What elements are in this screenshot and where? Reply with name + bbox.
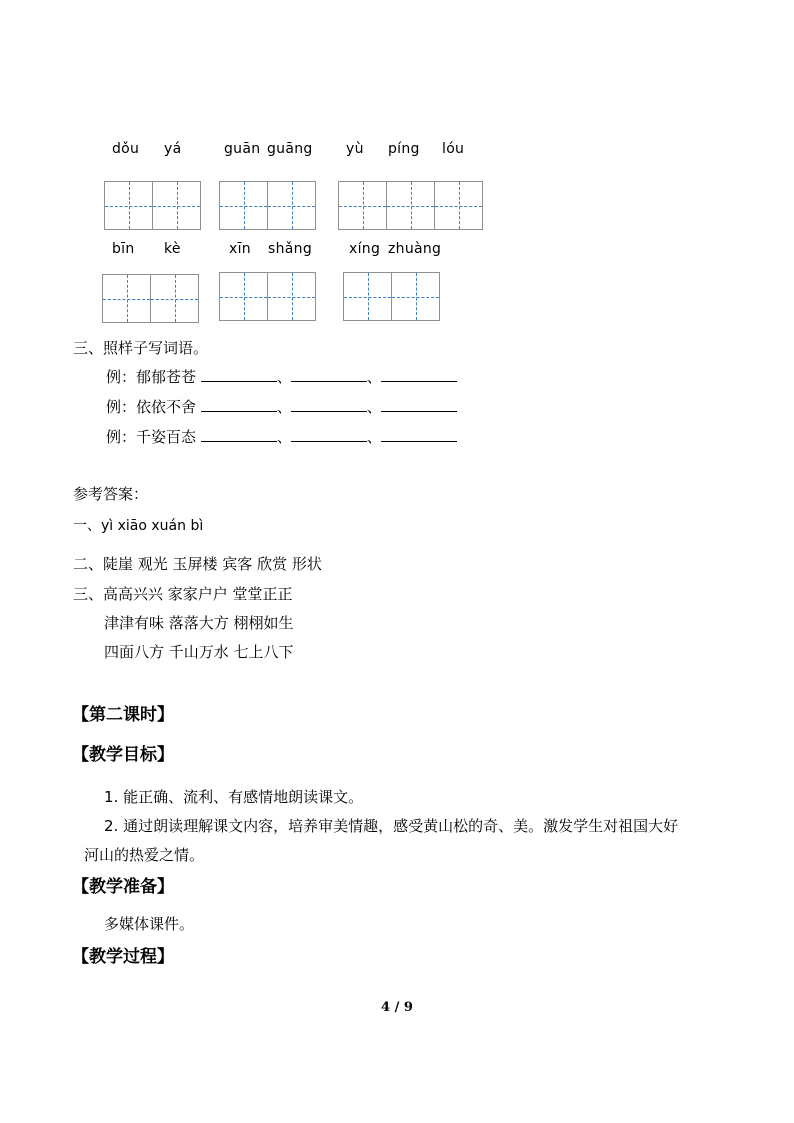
grid-cell[interactable] bbox=[339, 182, 387, 230]
pinyin-lou: lóu bbox=[442, 141, 465, 157]
separator: 、 bbox=[276, 428, 292, 446]
grid-cell[interactable] bbox=[153, 182, 201, 230]
separator: 、 bbox=[276, 368, 292, 386]
answer-line-5: 四面八方 千山万水 七上八下 bbox=[104, 643, 294, 661]
grid-cell[interactable] bbox=[220, 273, 268, 321]
writing-grid-guanguang[interactable] bbox=[219, 181, 316, 230]
answer-blank[interactable] bbox=[291, 427, 367, 442]
grid-cell[interactable] bbox=[344, 273, 392, 321]
answer-blank[interactable] bbox=[201, 427, 277, 442]
pinyin-guan: guān bbox=[224, 141, 261, 157]
example-row-3 bbox=[106, 427, 457, 447]
grid-cell[interactable] bbox=[387, 182, 435, 230]
writing-grid-yupinglou[interactable] bbox=[338, 181, 483, 230]
grid-cell[interactable] bbox=[220, 182, 268, 230]
prep-title: 【教学准备】 bbox=[72, 877, 174, 897]
separator: 、 bbox=[366, 428, 382, 446]
example-row-1 bbox=[106, 367, 457, 387]
process-title: 【教学过程】 bbox=[72, 947, 174, 967]
pinyin-yu: yù bbox=[346, 141, 364, 157]
grid-cell[interactable] bbox=[105, 182, 153, 230]
answer-blank[interactable] bbox=[201, 397, 277, 412]
grid-cell[interactable] bbox=[103, 275, 151, 323]
pinyin-ya: yá bbox=[164, 141, 182, 157]
grid-cell[interactable] bbox=[151, 275, 199, 323]
section3-title: 三、照样子写词语。 bbox=[73, 339, 209, 357]
separator: 、 bbox=[366, 398, 382, 416]
example-word: 例：千姿百态 bbox=[106, 428, 197, 446]
writing-grid-xinshang[interactable] bbox=[219, 272, 316, 321]
answer-blank[interactable] bbox=[381, 397, 457, 412]
example-word: 例：郁郁苍苍 bbox=[106, 368, 197, 386]
goal-2-line-2: 河山的热爱之情。 bbox=[84, 846, 205, 864]
writing-grid-doya[interactable] bbox=[104, 181, 201, 230]
goals-title: 【教学目标】 bbox=[72, 745, 174, 765]
example-row-2 bbox=[106, 397, 457, 417]
pinyin-guang: guāng bbox=[267, 141, 313, 157]
answers-title: 参考答案： bbox=[73, 485, 149, 503]
example-word: 例：依依不舍 bbox=[106, 398, 197, 416]
grid-cell[interactable] bbox=[392, 273, 440, 321]
answer-blank[interactable] bbox=[291, 367, 367, 382]
pinyin-xing: xíng bbox=[349, 241, 381, 257]
prep-text: 多媒体课件。 bbox=[104, 915, 195, 933]
pinyin-ke: kè bbox=[164, 241, 181, 257]
goal-2-line-1: 2. 通过朗读理解课文内容，培养审美情趣，感受黄山松的奇、美。激发学生对祖国大好 bbox=[104, 817, 679, 835]
separator: 、 bbox=[366, 368, 382, 386]
separator: 、 bbox=[276, 398, 292, 416]
pinyin-xin: xīn bbox=[229, 241, 251, 257]
answer-line-1: 一、yì xiāo xuán bì bbox=[73, 518, 204, 534]
answer-line-4: 津津有味 落落大方 栩栩如生 bbox=[104, 614, 294, 632]
pinyin-dou: dǒu bbox=[112, 141, 140, 157]
answer-blank[interactable] bbox=[291, 397, 367, 412]
page-number: 4 / 9 bbox=[381, 1000, 413, 1015]
grid-cell[interactable] bbox=[435, 182, 483, 230]
answer-line-3: 三、高高兴兴 家家户户 堂堂正正 bbox=[73, 585, 293, 603]
writing-grid-binke[interactable] bbox=[102, 274, 199, 323]
pinyin-bin: bīn bbox=[112, 241, 135, 257]
pinyin-ping: píng bbox=[388, 141, 420, 157]
pinyin-zhuang: zhuàng bbox=[388, 241, 442, 257]
writing-grid-xingzhuang[interactable] bbox=[343, 272, 440, 321]
answer-blank[interactable] bbox=[381, 427, 457, 442]
goal-1: 1. 能正确、流利、有感情地朗读课文。 bbox=[104, 788, 364, 806]
grid-cell[interactable] bbox=[268, 182, 316, 230]
answer-line-2: 二、陡崖 观光 玉屏楼 宾客 欣赏 形状 bbox=[73, 555, 322, 573]
answer-blank[interactable] bbox=[381, 367, 457, 382]
pinyin-shang: shǎng bbox=[268, 241, 313, 257]
grid-cell[interactable] bbox=[268, 273, 316, 321]
lesson2-title: 【第二课时】 bbox=[72, 705, 174, 725]
answer-blank[interactable] bbox=[201, 367, 277, 382]
